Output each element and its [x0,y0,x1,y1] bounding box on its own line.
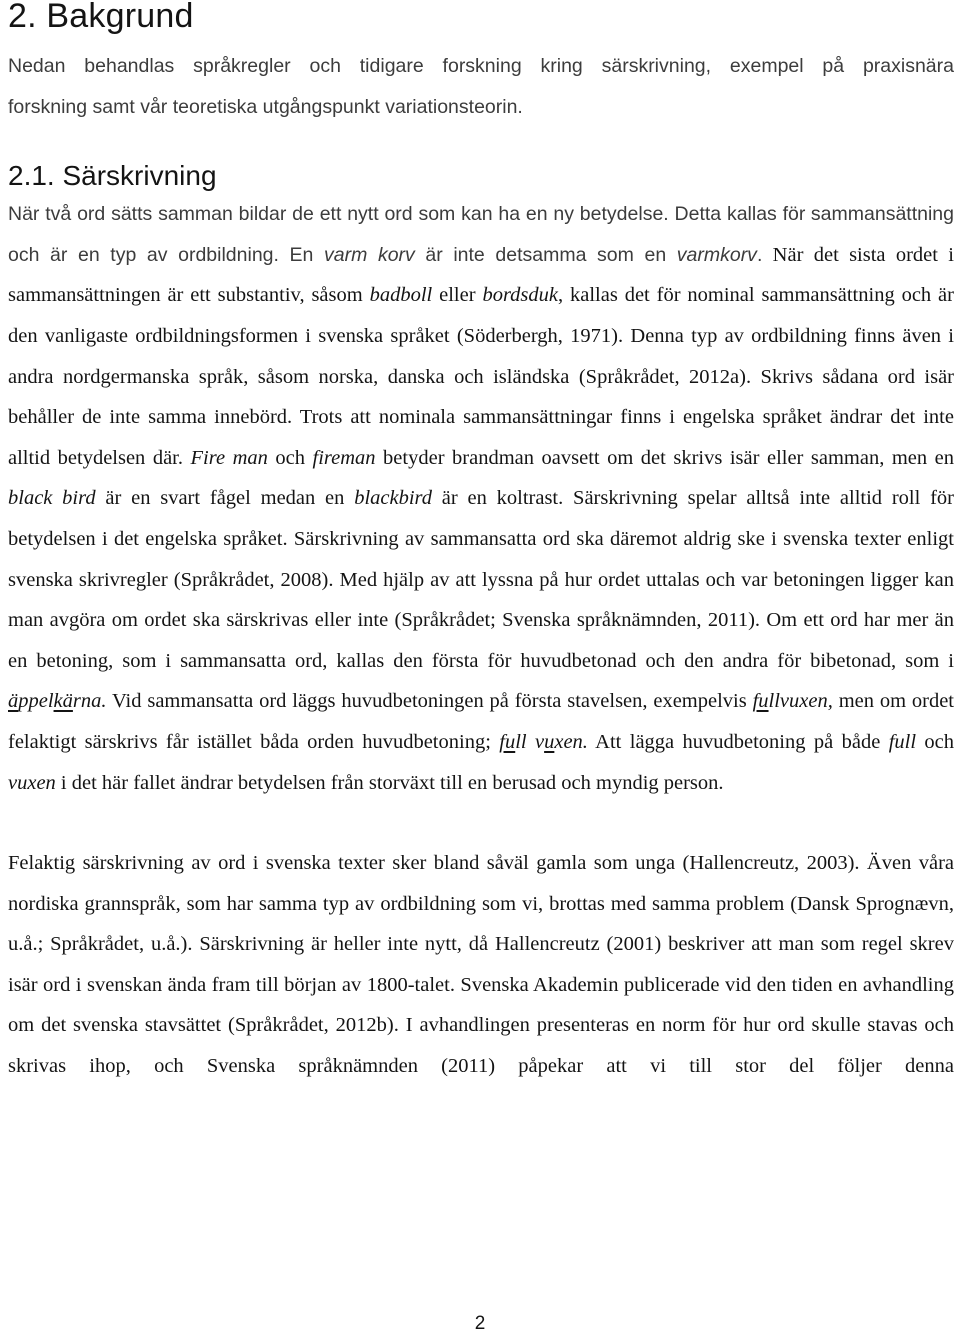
example-term: varmkorv [676,243,757,266]
section-heading: 2. Bakgrund [8,0,194,35]
stress-example: full vuxen. [499,730,588,753]
example-term: black bird [8,487,96,510]
sentence: Trots att nominala sammansättningar finns i engelska språket ändrar det inte alltid betydelsen där. [8,406,954,469]
sentence: Särskrivning av sammansatta ord ska däremot aldrig ske i svenska texter enligt svenska skrivregler (Språkrådet, 2008). [8,527,954,591]
sentence: Skrivs sådana ord isär behåller de inte samma innebörd. [8,365,954,429]
example-term: varm korv [324,243,415,266]
sentence: Att lägga huvudbetoning på både [587,730,889,753]
example-term: blackbird [354,487,432,510]
sentence: Om ett ord har mer än en betoning, som i sammansatta ord, kallas den första för huvudbetonad och den andra för bibetonad, som i [8,609,954,672]
section-intro [8,46,954,127]
sentence: är en koltrast. [432,487,564,510]
sentence: sammansättning och är en typ av ordbildning. En [8,203,954,266]
sentence: Denna typ av ordbildning finns även i andra nordgermanska språk, såsom norska, danska och isländska (Språkrådet, 2012a). [8,324,954,388]
example-term: vuxen [8,771,56,794]
sentence: i det här fallet ändrar betydelsen från storväxt till en berusad och myndig person. [55,771,724,794]
sentence: Med hjälp av att lyssna på hur ordet uttalas och var betoningen ligger kan man avgöra om ordet ska särskrivas eller inte (Språkrådet; Svenska språknämnden, 2011). [8,568,954,632]
sentence: betyder brandman oavsett om det skrivs isär eller samman, men en [375,446,955,469]
sentence: , kallas det för nominal sammansättning och är den vanligaste ordbildningsformen i svenska språket (Söderbergh, 1971). [8,284,954,347]
sentence: är inte detsamma som en [414,243,677,266]
example-term: badboll [369,284,433,307]
example-term: full [888,730,917,753]
paragraph-2: Felaktig särskrivning av ord i svenska texter sker bland såväl gamla som unga (Hallencreutz, 2003). Även våra nordiska grannspråk, som har samma typ av ordbildning som vi, brottas med samma problem (Dansk Sprognævn, u.å.; Språkrådet, u.å.). Särskrivning är heller inte nytt, då Hallencreutz (2001) beskriver att man som regel skrev isär ord i svenskan ända fram till början av 1800-talet. Svenska Akademin publicerade vid den tiden en avhandling om det svenska stavsättet (Språkrådet, 2012b). I avhandlingen presenteras en norm för hur ord skulle stavas och skrivas ihop, och Svenska språknämnden (2011) påpekar att vi till stor del följer denna [8,852,954,1078]
sentence: När det sista ordet i sammansättningen är ett substantiv, såsom [8,243,954,307]
sentence: men om ordet felaktigt särskrivs får istället båda orden huvudbetoning; [8,690,954,753]
stress-example: äppelkärna. [8,690,107,713]
sentence: När två ord sätts samman bildar de ett nytt ord som kan ha en ny betydelse. Detta kallas för [8,203,806,226]
sentence: och [267,446,313,469]
sentence: eller [432,284,483,307]
sentence: är en svart fågel medan en [95,487,355,510]
document-page [8,0,954,1087]
sentence: Särskrivning spelar alltså inte alltid roll för betydelsen i det engelska språket. [8,487,954,550]
sentence: och [916,730,955,753]
stress-example: fullvuxen, [752,690,833,713]
example-term: Fire man [190,446,268,469]
paragraph-1 [8,194,954,803]
sentence: . [756,243,763,266]
example-term: fireman [312,446,376,469]
intro-line: Nedan behandlas språkregler och tidigare forskning kring särskrivning, exempel på praxisnära [8,55,954,77]
subsection-heading: 2.1. Särskrivning [8,160,217,192]
sentence: Vid sammansatta ord läggs huvudbetoningen på första stavelsen, exempelvis [106,690,753,713]
intro-line: forskning samt vår teoretiska utgångspunkt variationsteorin. [8,95,523,118]
example-term: bordsduk [482,284,558,307]
page-number: 2 [474,1313,486,1334]
